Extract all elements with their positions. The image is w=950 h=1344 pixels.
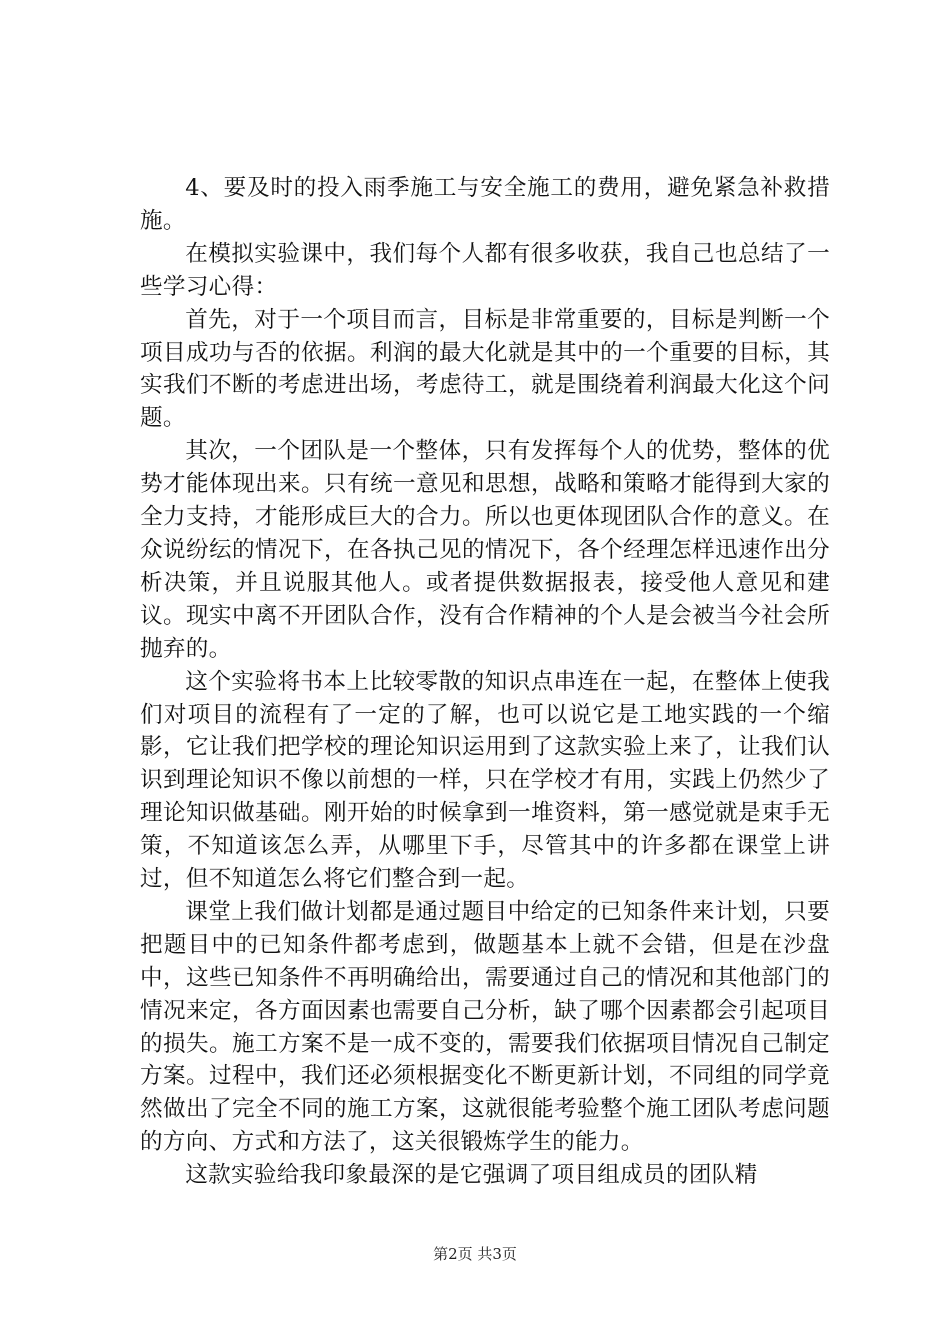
paragraph-classroom-planning: 课堂上我们做计划都是通过题目中给定的已知条件来计划，只要把题目中的已知条件都考虑到，做题基本上就不会错，但是在沙盘中，这些已知条件不再明确给出，需要通过自己的情况和其他部门的情况来定，各方面因素也需要自己分析，缺了哪个因素都会引起项目的损失。施工方案不是一成不变的，需要我们依据项目情况自己制定方案。过程中，我们还必须根据变化不断更新计划，不同组的同学竟然做出了完全不同的施工方案，这就很能考验整个施工团队考虑问题的方向、方式和方法了，这关很锻炼学生的能力。 (140, 898, 830, 1156)
paragraph-knowledge-link: 这个实验将书本上比较零散的知识点串连在一起，在整体上使我们对项目的流程有了一定的了解，也可以说它是工地实践的一个缩影，它让我们把学校的理论知识运用到了这款实验上来了，让我们认识到理论知识不像以前想的一样，只在学校才有用，实践上仍然少了理论知识做基础。刚开始的时候拿到一堆资料，第一感觉就是束手无策，不知道该怎么弄，从哪里下手，尽管其中的许多都在课堂上讲过，但不知道怎么将它们整合到一起。 (140, 668, 830, 893)
paragraph-first-goal: 首先，对于一个项目而言，目标是非常重要的，目标是判断一个项目成功与否的依据。利润的最大化就是其中的一个重要的目标，其实我们不断的考虑进出场，考虑待工，就是围绕着利润最大化这个问题。 (140, 306, 830, 432)
paragraph-item-4: 4、要及时的投入雨季施工与安全施工的费用，避免紧急补救措施。 (140, 175, 830, 234)
paragraph-experiment-gains: 在模拟实验课中，我们每个人都有很多收获，我自己也总结了一些学习心得： (140, 240, 830, 300)
page-number-footer: 第2页 共3页 (433, 1245, 517, 1263)
paragraph-second-team: 其次，一个团队是一个整体，只有发挥每个人的优势，整体的优势才能体现出来。只有统一意见和思想，战略和策略才能得到大家的全力支持，才能形成巨大的合力。所以也更体现团队合作的意义。在众说纷纭的情况下，在各执己见的情况下，各个经理怎样迅速作出分析决策，并且说服其他人。或者提供数据报表，接受他人意见和建议。现实中离不开团队合作，没有合作精神的个人是会被当今社会所抛弃的。 (140, 438, 830, 662)
document-body (140, 172, 830, 1192)
paragraph-impression: 这款实验给我印象最深的是它强调了项目组成员的团队精 (185, 1162, 758, 1189)
